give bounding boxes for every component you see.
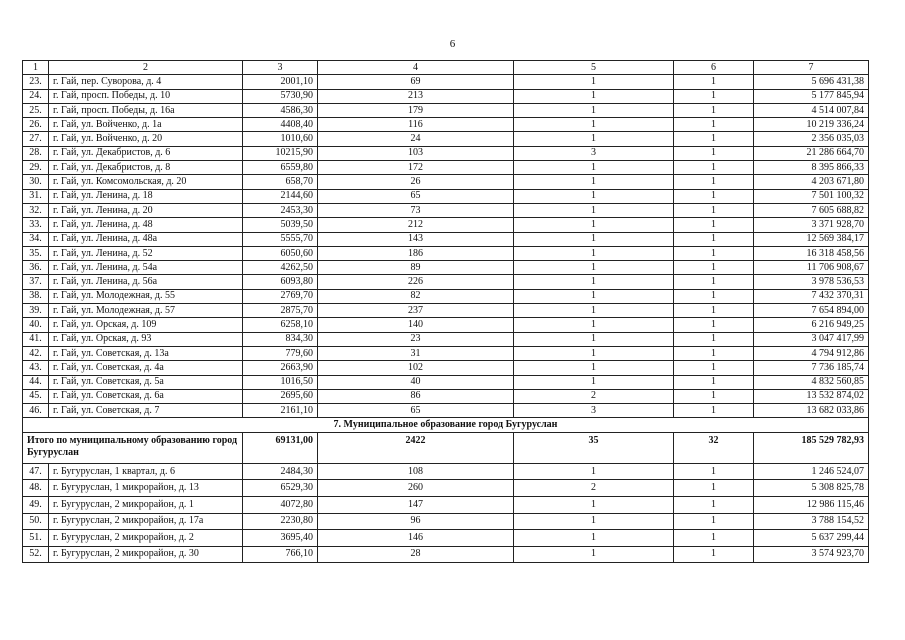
cell-count-col6: 1 [674,103,754,117]
total-label: Итого по муниципальному образованию город Бугуруслан [23,432,243,463]
cell-row-number: 29. [23,161,49,175]
cell-address: г. Гай, ул. Ленина, д. 52 [49,246,243,260]
cell-address: г. Гай, ул. Советская, д. 7 [49,404,243,418]
table-row [23,304,869,318]
cell-area: 6258,10 [243,318,318,332]
cell-row-number: 34. [23,232,49,246]
cell-count-col5: 1 [514,175,674,189]
total-c5: 35 [514,432,674,463]
cell-count-col5: 1 [514,375,674,389]
cell-count-col6: 1 [674,118,754,132]
cell-count-col5: 1 [514,304,674,318]
cell-count-col6: 1 [674,246,754,260]
cell-area: 2695,60 [243,389,318,403]
cell-amount: 4 203 671,80 [754,175,869,189]
cell-area: 3695,40 [243,530,318,547]
cell-count-col5: 1 [514,361,674,375]
cell-address: г. Гай, ул. Декабристов, д. 8 [49,161,243,175]
cell-count-col5: 1 [514,132,674,146]
cell-count-col4: 140 [318,318,514,332]
cell-count-col4: 260 [318,480,514,497]
cell-count-col6: 1 [674,175,754,189]
cell-area: 4586,30 [243,103,318,117]
cell-row-number: 42. [23,346,49,360]
cell-count-col5: 1 [514,513,674,530]
cell-amount: 7 432 370,31 [754,289,869,303]
cell-amount: 16 318 458,56 [754,246,869,260]
table-row [23,275,869,289]
table-row [23,463,869,480]
cell-count-col6: 1 [674,189,754,203]
cell-count-col4: 147 [318,496,514,513]
cell-count-col6: 1 [674,161,754,175]
table-row [23,146,869,160]
table-row [23,232,869,246]
cell-amount: 13 532 874,02 [754,389,869,403]
cell-row-number: 35. [23,246,49,260]
cell-area: 2001,10 [243,75,318,89]
cell-address: г. Гай, ул. Комсомольская, д. 20 [49,175,243,189]
table-row [23,530,869,547]
cell-count-col4: 103 [318,146,514,160]
cell-count-col5: 1 [514,261,674,275]
cell-count-col4: 65 [318,189,514,203]
cell-count-col6: 1 [674,318,754,332]
cell-count-col4: 82 [318,289,514,303]
section-row [23,418,869,432]
cell-count-col4: 179 [318,103,514,117]
cell-area: 766,10 [243,546,318,563]
cell-amount: 3 788 154,52 [754,513,869,530]
cell-count-col6: 1 [674,530,754,547]
cell-area: 4072,80 [243,496,318,513]
table-row [23,546,869,563]
cell-count-col4: 237 [318,304,514,318]
cell-address: г. Гай, ул. Войченко, д. 1а [49,118,243,132]
table-row [23,332,869,346]
cell-area: 4262,50 [243,261,318,275]
cell-count-col5: 2 [514,389,674,403]
cell-area: 1016,50 [243,375,318,389]
cell-row-number: 40. [23,318,49,332]
cell-area: 5039,50 [243,218,318,232]
cell-area: 2453,30 [243,203,318,217]
cell-count-col4: 186 [318,246,514,260]
cell-area: 1010,60 [243,132,318,146]
cell-row-number: 46. [23,404,49,418]
cell-area: 834,30 [243,332,318,346]
cell-amount: 5 696 431,38 [754,75,869,89]
cell-count-col4: 213 [318,89,514,103]
cell-row-number: 33. [23,218,49,232]
cell-count-col4: 226 [318,275,514,289]
cell-count-col6: 1 [674,89,754,103]
cell-count-col5: 1 [514,232,674,246]
cell-row-number: 43. [23,361,49,375]
cell-area: 5730,90 [243,89,318,103]
cell-address: г. Гай, пер. Суворова, д. 4 [49,75,243,89]
cell-area: 6559,80 [243,161,318,175]
total-c4: 2422 [318,432,514,463]
cell-count-col4: 102 [318,361,514,375]
cell-amount: 11 706 908,67 [754,261,869,275]
cell-area: 10215,90 [243,146,318,160]
cell-address: г. Гай, ул. Декабристов, д. 6 [49,146,243,160]
cell-row-number: 36. [23,261,49,275]
cell-amount: 3 978 536,53 [754,275,869,289]
cell-count-col4: 28 [318,546,514,563]
cell-area: 6529,30 [243,480,318,497]
cell-count-col5: 1 [514,189,674,203]
cell-count-col6: 1 [674,75,754,89]
cell-row-number: 27. [23,132,49,146]
cell-row-number: 49. [23,496,49,513]
table-row [23,513,869,530]
table-row [23,289,869,303]
cell-area: 5555,70 [243,232,318,246]
cell-count-col4: 69 [318,75,514,89]
cell-area: 2144,60 [243,189,318,203]
column-number: 7 [754,61,869,75]
section-title: 7. Муниципальное образование город Бугуруслан [23,418,869,432]
cell-count-col5: 1 [514,218,674,232]
total-sum: 185 529 782,93 [754,432,869,463]
table-row [23,246,869,260]
cell-area: 2875,70 [243,304,318,318]
cell-count-col5: 1 [514,118,674,132]
cell-area: 6050,60 [243,246,318,260]
column-number-row [23,61,869,75]
cell-row-number: 28. [23,146,49,160]
cell-count-col6: 1 [674,463,754,480]
cell-count-col4: 108 [318,463,514,480]
total-area: 69131,00 [243,432,318,463]
cell-row-number: 25. [23,103,49,117]
cell-amount: 7 654 894,00 [754,304,869,318]
cell-amount: 4 514 007,84 [754,103,869,117]
cell-amount: 3 371 928,70 [754,218,869,232]
cell-count-col6: 1 [674,132,754,146]
cell-count-col5: 3 [514,404,674,418]
cell-amount: 8 395 866,33 [754,161,869,175]
table-row [23,75,869,89]
cell-row-number: 52. [23,546,49,563]
cell-row-number: 50. [23,513,49,530]
cell-count-col4: 31 [318,346,514,360]
cell-count-col5: 1 [514,75,674,89]
cell-amount: 6 216 949,25 [754,318,869,332]
cell-address: г. Гай, просп. Победы, д. 16а [49,103,243,117]
cell-address: г. Гай, ул. Советская, д. 6а [49,389,243,403]
cell-row-number: 51. [23,530,49,547]
cell-count-col4: 26 [318,175,514,189]
cell-amount: 4 832 560,85 [754,375,869,389]
cell-area: 2484,30 [243,463,318,480]
cell-area: 658,70 [243,175,318,189]
cell-count-col5: 1 [514,289,674,303]
cell-count-col4: 143 [318,232,514,246]
cell-count-col4: 86 [318,389,514,403]
cell-count-col6: 1 [674,389,754,403]
cell-address: г. Гай, ул. Советская, д. 5а [49,375,243,389]
cell-amount: 7 501 100,32 [754,189,869,203]
cell-count-col6: 1 [674,496,754,513]
cell-count-col6: 1 [674,375,754,389]
cell-address: г. Гай, ул. Молодежная, д. 57 [49,304,243,318]
cell-count-col6: 1 [674,546,754,563]
cell-row-number: 37. [23,275,49,289]
cell-area: 2161,10 [243,404,318,418]
cell-count-col6: 1 [674,218,754,232]
table-row [23,389,869,403]
cell-row-number: 38. [23,289,49,303]
cell-count-col5: 1 [514,346,674,360]
column-number: 3 [243,61,318,75]
cell-row-number: 31. [23,189,49,203]
cell-count-col6: 1 [674,513,754,530]
cell-count-col6: 1 [674,146,754,160]
cell-address: г. Гай, ул. Ленина, д. 48 [49,218,243,232]
cell-count-col5: 1 [514,203,674,217]
cell-count-col6: 1 [674,332,754,346]
table-row [23,132,869,146]
cell-amount: 21 286 664,70 [754,146,869,160]
cell-count-col4: 24 [318,132,514,146]
cell-count-col6: 1 [674,232,754,246]
cell-count-col5: 1 [514,332,674,346]
table-row [23,496,869,513]
column-number: 1 [23,61,49,75]
cell-count-col5: 2 [514,480,674,497]
cell-area: 2769,70 [243,289,318,303]
cell-amount: 13 682 033,86 [754,404,869,418]
cell-address: г. Гай, ул. Ленина, д. 48а [49,232,243,246]
cell-count-col5: 1 [514,546,674,563]
cell-row-number: 24. [23,89,49,103]
cell-address: г. Гай, ул. Советская, д. 13а [49,346,243,360]
cell-row-number: 41. [23,332,49,346]
cell-row-number: 30. [23,175,49,189]
cell-address: г. Гай, ул. Молодежная, д. 55 [49,289,243,303]
cell-count-col6: 1 [674,361,754,375]
cell-amount: 4 794 912,86 [754,346,869,360]
cell-amount: 5 637 299,44 [754,530,869,547]
table-row [23,218,869,232]
cell-count-col4: 212 [318,218,514,232]
cell-count-col6: 1 [674,346,754,360]
cell-count-col6: 1 [674,203,754,217]
total-c6: 32 [674,432,754,463]
cell-area: 2230,80 [243,513,318,530]
cell-count-col5: 3 [514,146,674,160]
cell-address: г. Гай, ул. Ленина, д. 18 [49,189,243,203]
cell-amount: 3 047 417,99 [754,332,869,346]
cell-count-col4: 89 [318,261,514,275]
table-row [23,203,869,217]
cell-count-col5: 1 [514,103,674,117]
cell-row-number: 26. [23,118,49,132]
cell-address: г. Гай, просп. Победы, д. 10 [49,89,243,103]
cell-count-col4: 73 [318,203,514,217]
cell-address: г. Бугуруслан, 1 микрорайон, д. 13 [49,480,243,497]
table-row [23,161,869,175]
cell-count-col6: 1 [674,304,754,318]
cell-amount: 7 605 688,82 [754,203,869,217]
table-row [23,375,869,389]
total-row [23,432,869,463]
cell-count-col4: 65 [318,404,514,418]
cell-row-number: 44. [23,375,49,389]
cell-count-col6: 1 [674,275,754,289]
cell-address: г. Гай, ул. Советская, д. 4а [49,361,243,375]
cell-count-col5: 1 [514,530,674,547]
cell-area: 779,60 [243,346,318,360]
table-row [23,103,869,117]
table-row [23,175,869,189]
page-number: 6 [449,38,456,50]
cell-address: г. Бугуруслан, 2 микрорайон, д. 17а [49,513,243,530]
table-row [23,89,869,103]
cell-count-col4: 172 [318,161,514,175]
cell-address: г. Гай, ул. Ленина, д. 56а [49,275,243,289]
cell-count-col5: 1 [514,161,674,175]
cell-count-col5: 1 [514,496,674,513]
cell-amount: 12 986 115,46 [754,496,869,513]
cell-amount: 7 736 185,74 [754,361,869,375]
cell-address: г. Гай, ул. Орская, д. 109 [49,318,243,332]
cell-count-col4: 96 [318,513,514,530]
table-row [23,361,869,375]
cell-area: 4408,40 [243,118,318,132]
cell-amount: 5 308 825,78 [754,480,869,497]
cell-count-col5: 1 [514,275,674,289]
table-row [23,261,869,275]
cell-row-number: 32. [23,203,49,217]
cell-count-col6: 1 [674,289,754,303]
cell-address: г. Бугуруслан, 1 квартал, д. 6 [49,463,243,480]
cell-address: г. Гай, ул. Орская, д. 93 [49,332,243,346]
cell-count-col4: 146 [318,530,514,547]
column-number: 4 [318,61,514,75]
table-row [23,118,869,132]
cell-count-col6: 1 [674,480,754,497]
cell-count-col5: 1 [514,318,674,332]
cell-address: г. Бугуруслан, 2 микрорайон, д. 1 [49,496,243,513]
cell-count-col5: 1 [514,246,674,260]
cell-address: г. Бугуруслан, 2 микрорайон, д. 30 [49,546,243,563]
cell-row-number: 48. [23,480,49,497]
table-row [23,189,869,203]
column-number: 5 [514,61,674,75]
cell-count-col5: 1 [514,463,674,480]
cell-row-number: 45. [23,389,49,403]
cell-address: г. Гай, ул. Ленина, д. 20 [49,203,243,217]
cell-count-col4: 23 [318,332,514,346]
cell-count-col4: 116 [318,118,514,132]
cell-address: г. Бугуруслан, 2 микрорайон, д. 2 [49,530,243,547]
cell-amount: 5 177 845,94 [754,89,869,103]
cell-amount: 12 569 384,17 [754,232,869,246]
cell-area: 2663,90 [243,361,318,375]
table-row [23,480,869,497]
cell-amount: 2 356 035,03 [754,132,869,146]
cell-count-col6: 1 [674,404,754,418]
cell-count-col5: 1 [514,89,674,103]
cell-row-number: 39. [23,304,49,318]
cell-amount: 10 219 336,24 [754,118,869,132]
housing-registry-table [22,60,869,563]
cell-count-col6: 1 [674,261,754,275]
cell-row-number: 23. [23,75,49,89]
cell-row-number: 47. [23,463,49,480]
column-number: 2 [49,61,243,75]
column-number: 6 [674,61,754,75]
table-row [23,404,869,418]
cell-count-col4: 40 [318,375,514,389]
table-row [23,318,869,332]
cell-address: г. Гай, ул. Войченко, д. 20 [49,132,243,146]
table-row [23,346,869,360]
cell-area: 6093,80 [243,275,318,289]
cell-address: г. Гай, ул. Ленина, д. 54а [49,261,243,275]
cell-amount: 1 246 524,07 [754,463,869,480]
cell-amount: 3 574 923,70 [754,546,869,563]
